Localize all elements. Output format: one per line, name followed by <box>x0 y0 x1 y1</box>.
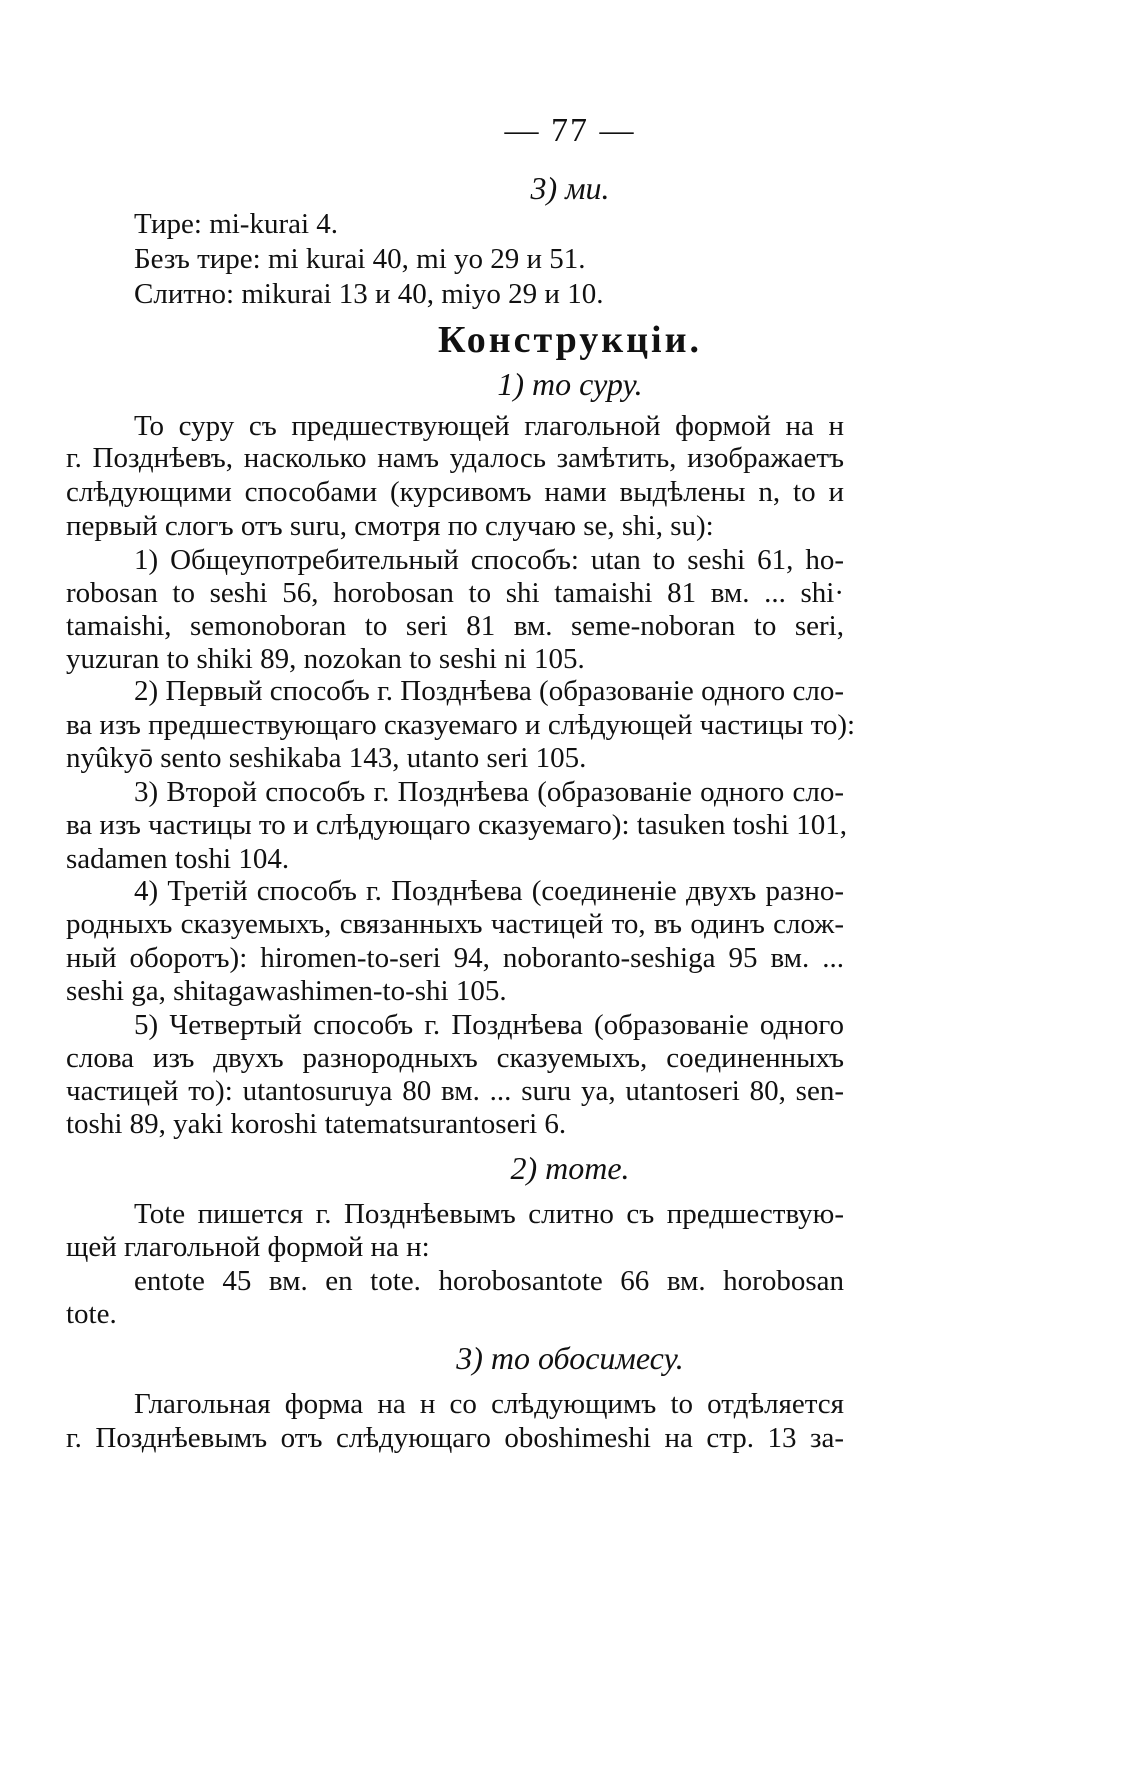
paragraph-line: То суру съ предшествующей глагольной формой на н <box>134 410 844 442</box>
paragraph-line: первый слогъ отъ suru, смотря по случаю se, shi, su): <box>66 510 714 542</box>
paragraph-line: Глагольная форма на н со слѣдующимъ to отдѣляется <box>134 1388 844 1420</box>
paragraph-line: г. Позднѣевъ, насколько намъ удалось замѣтить, изображаетъ <box>66 442 844 474</box>
mi-line: Слитно: mikurai 13 и 40, miyo 29 и 10. <box>134 278 604 310</box>
paragraph-line: entote 45 вм. en tote. horobosantote 66 вм. horobosan <box>134 1265 844 1297</box>
paragraph-line: щей глагольной формой на н: <box>66 1231 430 1263</box>
item-line: sadamen toshi 104. <box>66 843 290 875</box>
paragraph-line: г. Позднѣевымъ отъ слѣдующаго oboshimeshi на стр. 13 за- <box>66 1422 844 1454</box>
item-line: nyûkyō sento seshikaba 143, utanto seri 105. <box>66 742 587 774</box>
item-line: слова изъ двухъ разнородныхъ сказуемыхъ, соединенныхъ <box>66 1042 844 1074</box>
item-line: 4) Третій способъ г. Позднѣева (соединеніе двухъ разно- <box>134 875 844 907</box>
item-line: robosan to seshi 56, horobosan to shi tamaishi 81 вм. ... shi· <box>66 577 844 609</box>
item-line: 2) Первый способъ г. Позднѣева (образованіе одного сло- <box>134 675 844 707</box>
mi-line: Тире: mi-kurai 4. <box>134 208 339 240</box>
paragraph-line: слѣдующими способами (курсивомъ нами выдѣлены n, to и <box>66 476 844 508</box>
item-line: родныхъ сказуемыхъ, связанныхъ частицей то, въ одинъ слож- <box>66 908 844 940</box>
item-line: tamaishi, semonoboran to seri 81 вм. seme-noboran to seri, <box>66 610 844 642</box>
section-mi-heading: 3) ми. <box>530 170 610 206</box>
item-line: ва изъ предшествующаго сказуемаго и слѣдующей частицы то): <box>66 709 856 741</box>
tote-heading: 2) тоте. <box>510 1150 630 1186</box>
constructions-heading: Конструкціи. <box>438 319 702 361</box>
item-line: toshi 89, yaki koroshi tatematsurantoseri 6. <box>66 1108 567 1140</box>
paragraph-line: Tote пишется г. Позднѣевымъ слитно съ предшествую- <box>134 1198 844 1230</box>
to-suru-heading: 1) то суру. <box>497 366 643 402</box>
page-number: — 77 — <box>504 112 636 149</box>
item-line: 3) Второй способъ г. Позднѣева (образованіе одного сло- <box>134 776 844 808</box>
paragraph-line: tote. <box>66 1298 117 1330</box>
item-line: 1) Общеупотребительный способъ: utan to seshi 61, ho- <box>134 544 844 576</box>
item-line: 5) Четвертый способъ г. Позднѣева (образованіе одного <box>134 1009 844 1041</box>
mi-line: Безъ тире: mi kurai 40, mi yo 29 и 51. <box>134 243 586 275</box>
item-line: seshi ga, shitagawashimen-to-shi 105. <box>66 975 507 1007</box>
item-line: частицей то): utantosuruya 80 вм. ... suru ya, utantoseri 80, sen- <box>66 1075 844 1107</box>
to-oboshimesu-heading: 3) то обосимесу. <box>456 1340 684 1376</box>
item-line: yuzuran to shiki 89, nozokan to seshi ni 105. <box>66 643 585 675</box>
item-line: ва изъ частицы то и слѣдующаго сказуемаго): tasuken toshi 101, <box>66 809 848 841</box>
item-line: ный оборотъ): hiromen-to-seri 94, noboranto-seshiga 95 вм. ... <box>66 942 844 974</box>
